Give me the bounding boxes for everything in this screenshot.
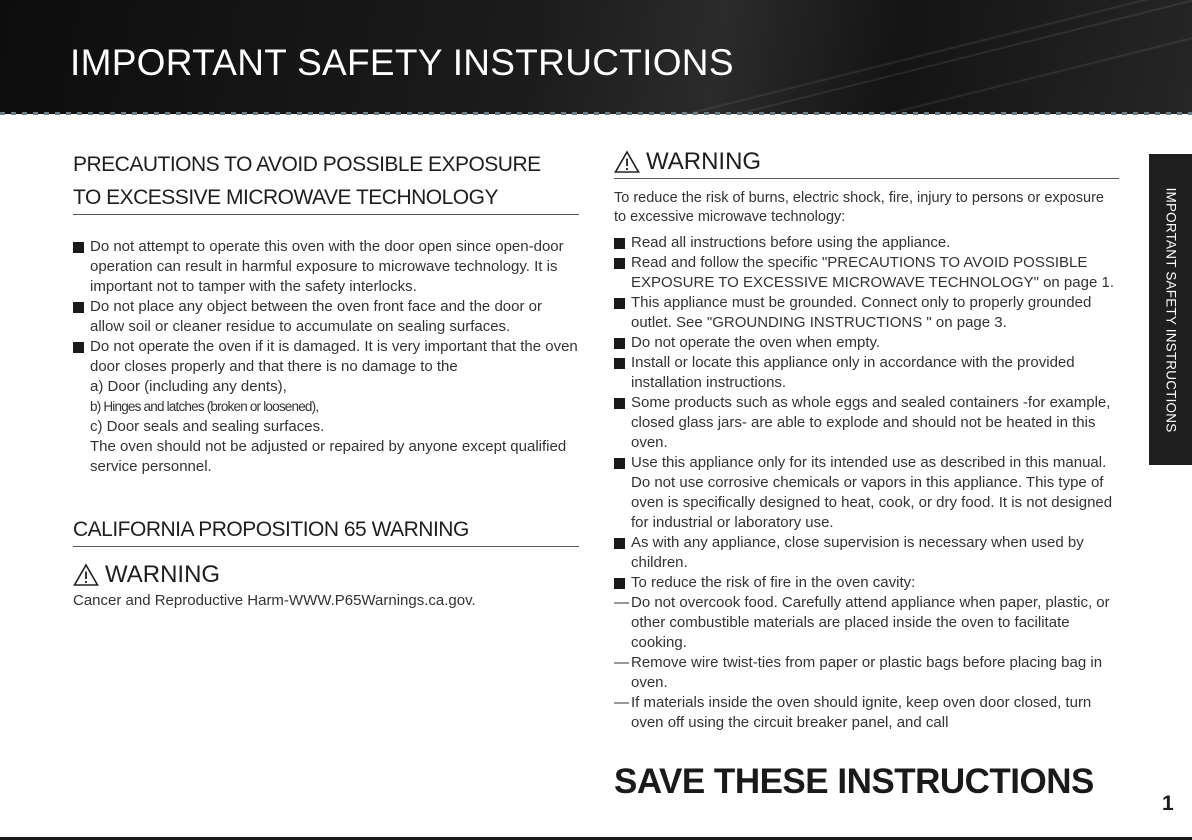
- dash-bullet: —: [614, 654, 629, 671]
- header-divider: [0, 112, 1192, 115]
- california-warning-text: Cancer and Reproductive Harm-WWW.P65Warnings.ca.gov.: [73, 592, 476, 609]
- list-item: Do not operate the oven if it is damaged. It is very important that the oven door closes properly and that there is no damage to the a) Door (including any dents), b) Hinges and latches (broken or loosened), c) Door seals and sealing surfaces. The oven should not be adjusted or repaired by anyone except qualified service personnel.: [73, 337, 579, 477]
- damage-subitem: b) Hinges and latches (broken or loosened),: [90, 399, 319, 414]
- precautions-heading-line2: TO EXCESSIVE MICROWAVE TECHNOLOGY: [73, 186, 498, 209]
- square-bullet-icon: [614, 258, 625, 269]
- list-item: — Do not overcook food. Carefully attend appliance when paper, plastic, or other combustible materials are placed inside the oven to facilitate cooking.: [614, 594, 1110, 651]
- square-bullet-icon: [73, 302, 84, 313]
- warning-triangle-icon: [614, 150, 640, 174]
- square-bullet-icon: [614, 358, 625, 369]
- warning-triangle-icon: [73, 563, 99, 587]
- precautions-list: [73, 237, 579, 477]
- square-bullet-icon: [614, 398, 625, 409]
- square-bullet-icon: [73, 342, 84, 353]
- square-bullet-icon: [614, 238, 625, 249]
- list-item: — If materials inside the oven should ignite, keep oven door closed, turn oven off using the circuit breaker panel, and call: [614, 694, 1092, 731]
- warning-heading: [614, 148, 1119, 179]
- warning-label: WARNING: [105, 561, 221, 588]
- list-item: Do not attempt to operate this oven with the door open since open-door operation can result in harmful exposure to microwave technology. It is important not to tamper with the safety interlocks.: [73, 237, 579, 297]
- list-item: Read all instructions before using the appliance.: [614, 233, 1119, 253]
- service-note: The oven should not be adjusted or repaired by anyone except qualified service personnel.: [90, 438, 567, 475]
- square-bullet-icon: [614, 578, 625, 589]
- square-bullet-icon: [73, 242, 84, 253]
- list-item: Some products such as whole eggs and sealed containers -for example, closed glass jars- are able to explode and should not be heated in this oven.: [614, 393, 1119, 453]
- square-bullet-icon: [614, 298, 625, 309]
- list-item: To reduce the risk of fire in the oven cavity:: [614, 573, 1119, 593]
- precautions-heading: [73, 148, 579, 215]
- square-bullet-icon: [614, 338, 625, 349]
- square-bullet-icon: [614, 458, 625, 469]
- list-item: As with any appliance, close supervision is necessary when used by children.: [614, 533, 1119, 573]
- warning-intro: To reduce the risk of burns, electric shock, fire, injury to persons or exposure to excessive microwave technology:: [614, 190, 1104, 225]
- dash-bullet: —: [614, 694, 629, 711]
- california-heading-block: [73, 513, 579, 547]
- california-heading: CALIFORNIA PROPOSITION 65 WARNING: [73, 518, 469, 541]
- list-item: Do not place any object between the oven front face and the door or allow soil or cleaner residue to accumulate on sealing surfaces.: [73, 297, 579, 337]
- damage-subitem: a) Door (including any dents),: [90, 378, 287, 395]
- left-column: [73, 148, 579, 611]
- list-item: Use this appliance only for its intended use as described in this manual. Do not use corrosive chemicals or vapors in this appliance. This type of oven is specifically designed to heat, cook, or dry food. It is not designed for industrial or laboratory use.: [614, 453, 1119, 533]
- right-column: [614, 148, 1119, 733]
- warning-label: WARNING: [646, 148, 762, 175]
- save-instructions-text: SAVE THESE INSTRUCTIONS: [614, 762, 1094, 801]
- list-item: Do not operate the oven when empty.: [614, 333, 1119, 353]
- side-section-tab: [1149, 154, 1192, 465]
- list-item: This appliance must be grounded. Connect only to properly grounded outlet. See "GROUNDING INSTRUCTIONS " on page 3.: [614, 293, 1119, 333]
- list-item: Install or locate this appliance only in accordance with the provided installation instructions.: [614, 353, 1119, 393]
- square-bullet-icon: [614, 538, 625, 549]
- california-warning-row: [73, 561, 579, 589]
- list-item: Read and follow the specific "PRECAUTIONS TO AVOID POSSIBLE EXPOSURE TO EXCESSIVE MICROWAVE TECHNOLOGY" on page 1.: [614, 253, 1119, 293]
- list-item: — Remove wire twist-ties from paper or plastic bags before placing bag in oven.: [614, 654, 1103, 691]
- header-banner: [0, 0, 1192, 114]
- dash-bullet: —: [614, 594, 629, 611]
- fire-risk-list: [614, 593, 1119, 733]
- page-number: 1: [1162, 792, 1174, 815]
- warning-list: [614, 233, 1119, 593]
- precautions-heading-line1: PRECAUTIONS TO AVOID POSSIBLE EXPOSURE: [73, 153, 541, 176]
- banner-decoration: [708, 22, 1192, 114]
- damage-subitem: c) Door seals and sealing surfaces.: [90, 418, 325, 435]
- page-title: IMPORTANT SAFETY INSTRUCTIONS: [70, 42, 734, 83]
- side-tab-label: IMPORTANT SAFETY INSTRUCTIONS: [1163, 187, 1178, 432]
